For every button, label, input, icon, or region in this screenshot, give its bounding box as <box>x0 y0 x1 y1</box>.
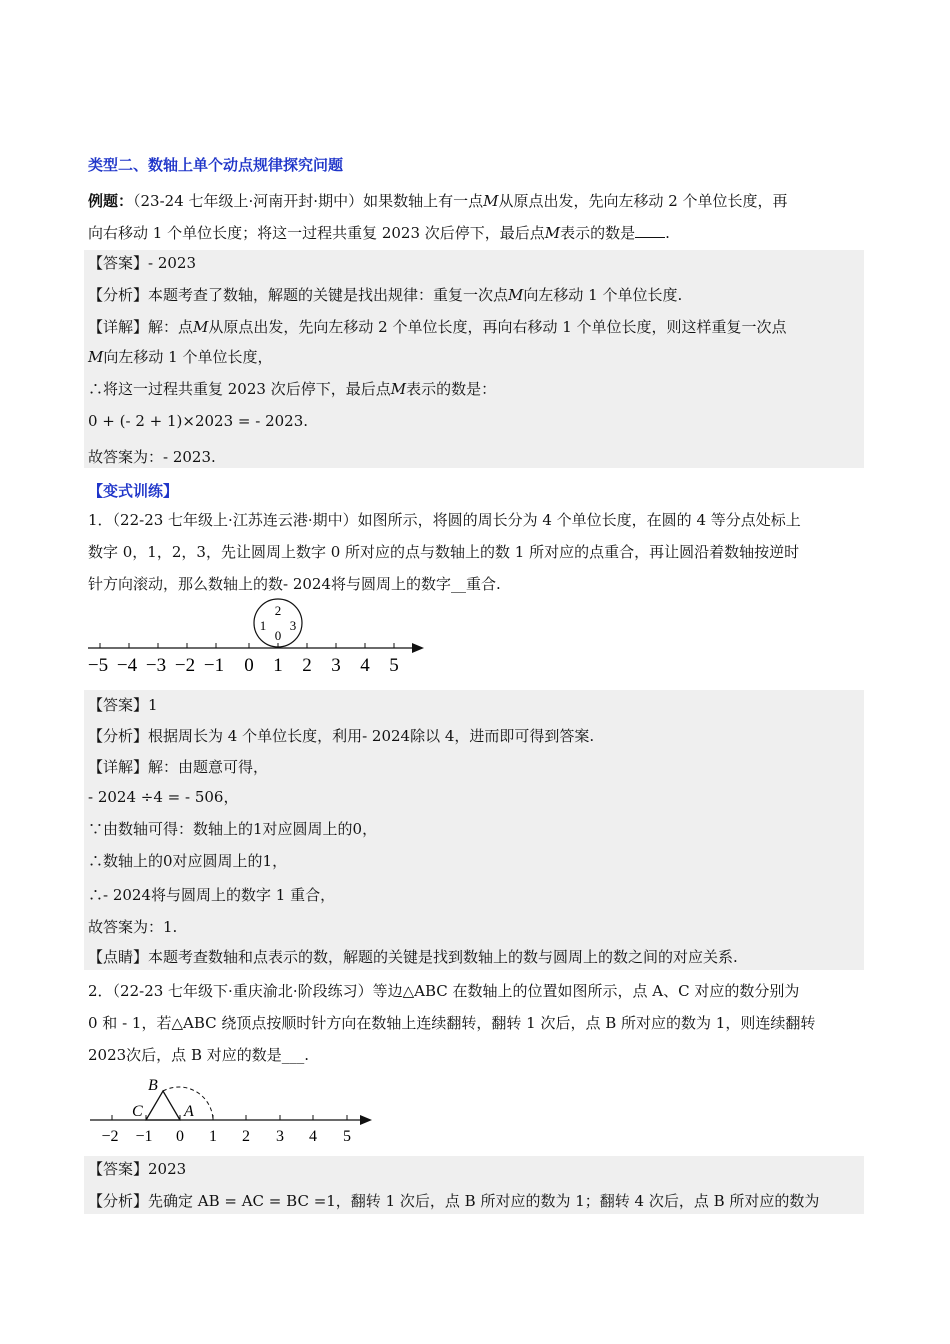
example-line-2 <box>88 222 670 244</box>
detail-text-b: 从原点出发，先向左移动 2 个单位长度，再向右移动 1 个单位长度，则这样重复一次点 <box>208 318 787 336</box>
example-answer: 【答案】- 2023 <box>88 254 197 272</box>
q1-axis-label: 5 <box>389 655 399 676</box>
example-detail-2 <box>88 346 272 368</box>
example-line-1 <box>88 190 788 212</box>
variant-title: 【变式训练】 <box>88 482 179 500</box>
q1-ticks <box>100 643 394 648</box>
example-analysis <box>88 284 682 306</box>
q2-axis-arrow <box>360 1115 372 1125</box>
q2-analysis: 【分析】先确定 AB = AC = BC =1，翻转 1 次后，点 B 所对应的数为 1；翻转 4 次后，点 B 所对应的数为 <box>88 1192 820 1210</box>
var-m: M <box>390 380 407 398</box>
var-m: M <box>508 286 524 304</box>
q1-axis-label: 1 <box>273 655 283 676</box>
q1-detail-3: ∵由数轴可得：数轴上的1对应圆周上的0， <box>88 820 378 838</box>
q2-axis-label: 5 <box>343 1128 351 1145</box>
q2-line-1: 2．（22-23 七年级下·重庆渝北·阶段练习）等边△ABC 在数轴上的位置如图所示，点 A、C 对应的数分别为 <box>88 982 800 1000</box>
q1-axis-label: 2 <box>302 655 312 676</box>
q2-axis-label: 4 <box>309 1128 317 1145</box>
q1-axis-arrow <box>412 643 424 653</box>
q1-line-2: 数字 0，1，2，3，先让圆周上数字 0 所对应的点与数轴上的数 1 所对应的点重合，再让圆沿着数轴按逆时 <box>88 543 800 561</box>
q1-axis-label: −5 <box>87 655 109 676</box>
q1-circle-label: 3 <box>289 618 297 633</box>
q2-axis-label: 3 <box>276 1128 284 1145</box>
q1-number-line-figure <box>80 598 440 680</box>
q2-answer: 【答案】2023 <box>88 1160 187 1178</box>
var-m: M <box>483 192 499 210</box>
q1-axis-label: −4 <box>116 655 138 676</box>
q1-comment: 【点睛】本题考查数轴和点表示的数，解题的关键是找到数轴上的数与圆周上的数之间的对应关系. <box>88 948 738 966</box>
q2-axis-label: −2 <box>101 1128 119 1145</box>
q1-axis-label: 0 <box>244 655 254 676</box>
q1-axis-label: 4 <box>360 655 370 676</box>
example-text-1a: （23-24 七年级上·河南开封·期中）如果数轴上有一点 <box>133 192 484 210</box>
q2-axis-label: 1 <box>209 1128 217 1145</box>
q1-detail-4: ∴数轴上的0对应圆周上的1， <box>88 852 288 870</box>
example-text-1b: 从原点出发，先向左移动 2 个单位长度，再 <box>498 192 788 210</box>
q2-vertex-c: C <box>132 1103 143 1120</box>
q1-axis-label: −3 <box>145 655 167 676</box>
example-text-2c: . <box>665 224 670 242</box>
q2-vertex-b: B <box>148 1077 158 1094</box>
q1-line-1: 1．（22-23 七年级上·江苏连云港·期中）如图所示，将圆的周长分为 4 个单位长度，在圆的 4 等分点处标上 <box>88 511 801 529</box>
q2-triangle-figure <box>84 1072 384 1148</box>
example-text-2b: 表示的数是 <box>560 224 636 242</box>
q2-line-2: 0 和 - 1，若△ABC 绕顶点按顺时针方向在数轴上连续翻转，翻转 1 次后，点 B 所对应的数为 1，则连续翻转 <box>88 1014 816 1032</box>
example-final: 故答案为：- 2023. <box>88 448 216 466</box>
q2-vertex-a: A <box>184 1103 194 1120</box>
example-label: 例题： <box>88 192 134 210</box>
q1-detail-5: ∴- 2024将与圆周上的数字 1 重合， <box>88 886 336 904</box>
q2-line-3: 2023次后，点 B 对应的数是___. <box>88 1046 310 1064</box>
q1-line-3: 针方向滚动，那么数轴上的数- 2024将与圆周上的数字__重合. <box>88 575 501 593</box>
q1-detail-1: 【详解】解：由题意可得， <box>88 758 269 776</box>
example-formula <box>88 410 308 432</box>
example-detail-3 <box>88 378 496 400</box>
detail-text-a: 【详解】解：点 <box>88 318 194 336</box>
q1-axis-label: −2 <box>174 655 196 676</box>
q1-final: 故答案为：1. <box>88 918 178 936</box>
var-m: M <box>193 318 209 336</box>
q2-axis-label: 2 <box>242 1128 250 1145</box>
analysis-text-b: 向左移动 1 个单位长度. <box>523 286 683 304</box>
example-detail-1 <box>88 316 787 338</box>
answer-blank <box>635 223 665 238</box>
formula-end: . <box>303 412 309 430</box>
q1-answer: 【答案】1 <box>88 696 158 714</box>
q1-circle-label: 1 <box>259 618 267 633</box>
var-m: M <box>544 224 561 242</box>
detail-text-2: 向左移动 1 个单位长度， <box>103 348 273 366</box>
q1-axis-label: −1 <box>203 655 225 676</box>
var-m: M <box>88 348 104 366</box>
q1-circle-label: 0 <box>274 628 282 643</box>
detail-text-3b: 表示的数是： <box>406 380 497 398</box>
example-text-2a: 向右移动 1 个单位长度；将这一过程共重复 2023 次后停下，最后点 <box>88 224 545 242</box>
q2-triangle <box>146 1091 180 1120</box>
q1-circle-label: 2 <box>274 603 282 618</box>
analysis-text-a: 【分析】本题考查了数轴，解题的关键是找出规律：重复一次点 <box>88 286 509 304</box>
detail-text-3a: ∴将这一过程共重复 2023 次后停下，最后点 <box>88 380 391 398</box>
q1-analysis: 【分析】根据周长为 4 个单位长度，利用- 2024除以 4，进而即可得到答案. <box>88 727 595 745</box>
formula-text: 0 + (- 2 + 1)×2023 = - 2023 <box>88 412 304 430</box>
section-title: 类型二、数轴上单个动点规律探究问题 <box>88 156 344 174</box>
q2-axis-label: −1 <box>135 1128 153 1145</box>
q1-axis-label: 3 <box>331 655 341 676</box>
q1-detail-2: - 2024 ÷4 = - 506， <box>88 788 239 806</box>
q2-axis-label: 0 <box>176 1128 184 1145</box>
